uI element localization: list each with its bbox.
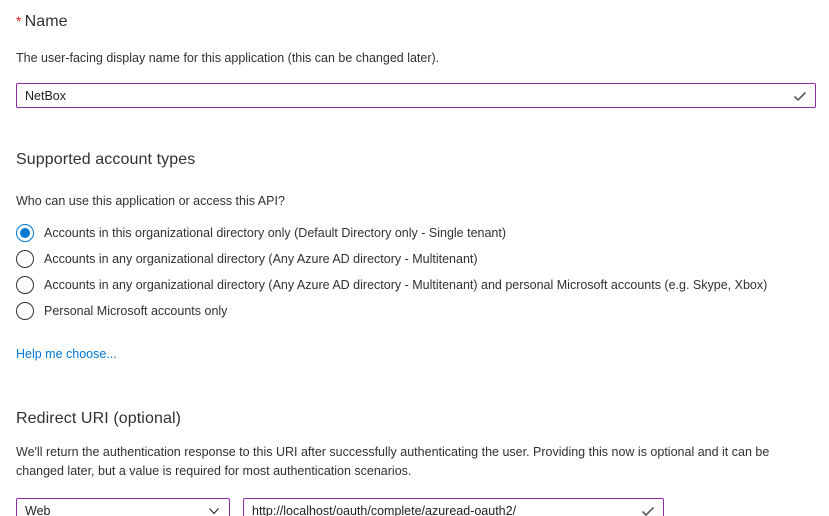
- help-me-choose-link[interactable]: Help me choose...: [16, 347, 117, 361]
- name-title-text: Name: [24, 13, 68, 30]
- radio-option-label: Accounts in this organizational directory only (Default Directory only - Single tenant): [44, 226, 507, 240]
- account-types-section-title: Supported account types: [16, 151, 196, 168]
- account-types-question: Who can use this application or access this API?: [16, 194, 285, 208]
- chevron-down-icon: [208, 505, 220, 516]
- radio-icon: [16, 224, 34, 242]
- redirect-uri-input[interactable]: [243, 498, 664, 516]
- radio-option-label: Accounts in any organizational directory (Any Azure AD directory - Multitenant) and personal Microsoft accounts (e.g. Skype, Xbox): [44, 278, 768, 292]
- name-section-title: [16, 13, 815, 31]
- radio-option-single-tenant[interactable]: [16, 220, 815, 246]
- radio-icon: [16, 250, 34, 268]
- radio-option-multitenant-personal[interactable]: [16, 272, 815, 298]
- radio-option-personal-only[interactable]: [16, 298, 815, 324]
- radio-icon: [16, 302, 34, 320]
- radio-icon: [16, 276, 34, 294]
- app-name-input[interactable]: [16, 83, 816, 108]
- redirect-uri-field-container: [243, 498, 664, 516]
- redirect-uri-row: [16, 498, 815, 516]
- radio-option-label: Personal Microsoft accounts only: [44, 304, 228, 318]
- required-asterisk: *: [16, 13, 22, 29]
- name-description: The user-facing display name for this application (this can be changed later).: [16, 51, 440, 65]
- name-field-container: [16, 83, 816, 108]
- account-types-radio-group: [16, 220, 815, 324]
- platform-selected-value: Web: [25, 503, 51, 516]
- radio-option-label: Accounts in any organizational directory (Any Azure AD directory - Multitenant): [44, 252, 478, 266]
- platform-select-dropdown[interactable]: [16, 498, 230, 516]
- redirect-section-title: Redirect URI (optional): [16, 410, 182, 427]
- radio-option-multitenant[interactable]: [16, 246, 815, 272]
- redirect-description: We'll return the authentication response to this URI after successfully authenticating the user. Providing this now is optional and it can be changed later, but a value is required for most authentication scenarios.: [16, 445, 770, 478]
